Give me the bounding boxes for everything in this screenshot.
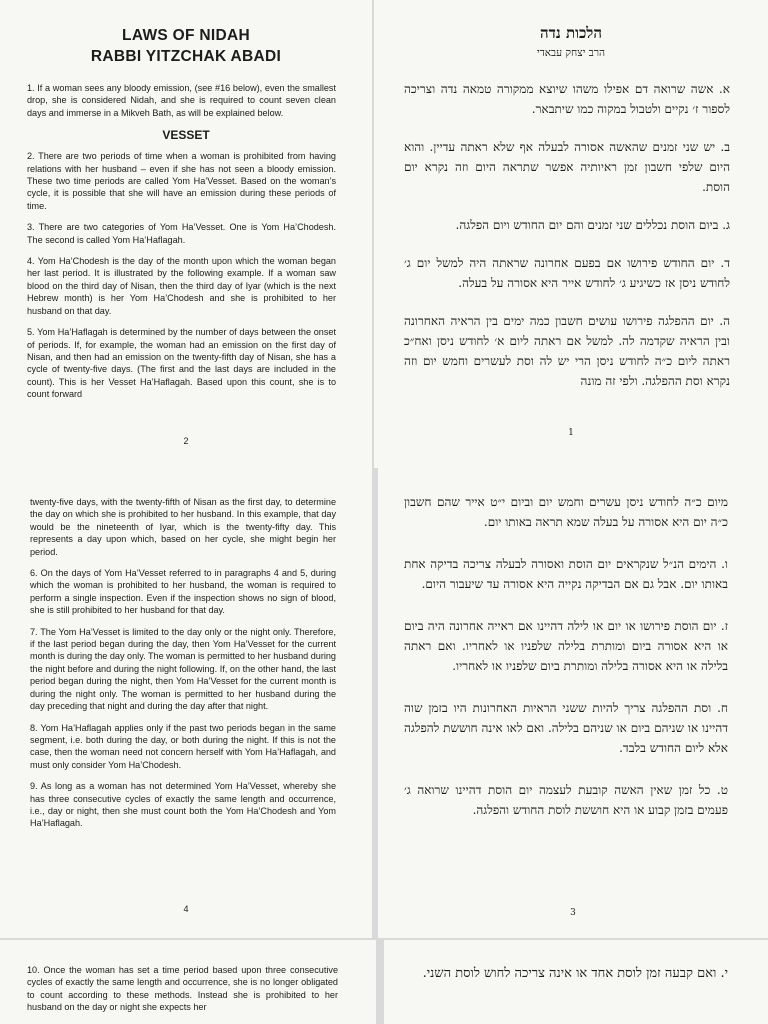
page-number: 2 xyxy=(183,436,189,446)
hebrew-paragraph-t: ט. כל זמן שאין האשה קובעת לעצמה יום הוסת דהיינו שרואה ג׳ פעמים בזמן קבוע או היא חוששת לוסת החודש והפלגה. xyxy=(404,783,728,817)
paragraph-6: 6. On the days of Yom Ha’Vesset referred to in paragraphs 4 and 5, during which the woman is prohibited to her husband, the woman is required to perform a single inspection. Even if the inspection shows no sign of blood, she is still prohibited to her husband for that day. xyxy=(30,568,336,616)
page-hebrew-3 xyxy=(378,468,768,938)
hebrew-paragraph-d: ד. יום החודש פירושו אם בפעם אחרונה שראתה היה למשל יום ג׳ לחודש ניסן אז כשיגיע ג׳ לחודש אייר היא אסורה על בעלה. xyxy=(404,256,730,290)
hebrew-paragraph-b: ב. יש שני זמנים שהאשה אסורה לבעלה אף שלא ראתה עדיין. והוא היום שלפי חשבון זמן ראיותיה אפשר שתראה היום וזה נקרא יום הוסת. xyxy=(404,140,730,194)
page-number: 1 xyxy=(568,428,574,438)
hebrew-paragraph-y: י. ואם קבעה זמן לוסת אחד או אינה צריכה לחוש לוסת השני. xyxy=(422,966,728,981)
hebrew-title: הלכות נדה xyxy=(540,24,602,42)
paragraph-5-continued: twenty-five days, with the twenty-fifth of Nisan as the first day, to determine the day on which she is prohibited to her husband. In this example, that day would be the nineteenth of Iyar, which is the twenty-fifty day. This represents a day upon which, based on her cycle, she might begin her period. xyxy=(30,497,336,557)
english-author: RABBI YITZCHAK ABADI xyxy=(90,48,282,65)
page-hebrew-5 xyxy=(384,940,768,1024)
paragraph-1: 1. If a woman sees any bloody emission, (see #16 below), even the smallest drop, she is considered Nidah, and she is required to count seven clean days and immerse in a Mikveh Bath, as will be explained below. xyxy=(27,83,336,118)
page-hebrew-1 xyxy=(374,0,768,468)
page-number: 4 xyxy=(183,904,189,914)
hebrew-author: הרב יצחק עבאדי xyxy=(536,47,606,59)
english-title: LAWS OF NIDAH xyxy=(122,27,250,44)
page-english-2 xyxy=(0,0,372,468)
paragraph-8: 8. Yom Ha’Haflagah applies only if the past two periods began in the same segment, i.e. both during the day, or both during the night. If this is not the case, then the woman need not concern herself with Yom Ha’Haflagah, and must only consider Yom Ha’Chodesh. xyxy=(30,722,336,770)
section-heading-vesset: VESSET xyxy=(162,128,210,143)
hebrew-paragraph-a: א. אשה שרואה דם אפילו משהו שיוצא ממקורה טמאה נדה וצריכה לספור ז׳ נקיים ולטבול במקוה כמו שיתבאר. xyxy=(404,82,730,116)
paragraph-10: 10. Once the woman has set a time period based upon three consecutive cycles of exactly the same length and occurrence, she is no longer obligated to count according to these methods. Instead she is prohibited to her husband on the day or night she expects her xyxy=(27,965,338,1013)
paragraph-5: 5. Yom Ha’Haflagah is determined by the number of days between the onset of periods. If, for example, the woman had an emission on the first day of Nisan, and then had an emission on the twenty-fifth day of Nisan, she has a cycle of twenty-five days. (The first and the last days are included in the count). This is her Vesset Ha’Haflagah. Based upon this count, she is to count forward xyxy=(27,327,336,400)
paragraph-9: 9. As long as a woman has not determined Yom Ha’Vesset, whereby she has three consecutive cycles of exactly the same length and occurrence, i.e., day or night, then she must count both the Yom Ha’Chodesh and Yom Ha’Haflagah. xyxy=(30,781,336,829)
hebrew-paragraph-z: ז. יום הוסת פירושו או יום או לילה דהיינו אם ראייה אחרונה היה ביום או היא אסורה ביום ומותרת בלילה שלפניו או לאחריו. ואם ראתה בלילה או היא אסורה בלילה ומותרת ביום שלפניו או לאחריו. xyxy=(404,619,728,673)
page-english-6 xyxy=(0,940,376,1024)
page-number: 3 xyxy=(570,908,576,918)
hebrew-paragraph-g: ג. ביום הוסת נכללים שני זמנים והם יום החודש ויום הפלגה. xyxy=(455,218,730,232)
paragraph-7: 7. The Yom Ha’Vesset is limited to the day only or the night only. Therefore, if the last period began during the day, then Yom Ha’Vesset for the current month is during the day only. The woman is permitted to her husband during the night before and during the night following. If, on the other hand, the last period began during the night, then Yom Ha’Vesset for the current month is during the night only. The woman is permitted to her husband during the day preceding that night and during the day after that night. xyxy=(30,626,336,712)
paragraph-3: 3. There are two categories of Yom Ha’Vesset. One is Yom Ha’Chodesh. The second is called Yom Ha’Haflagah. xyxy=(27,222,336,245)
hebrew-paragraph-continued: מיום כ״ה לחודש ניסן עשרים וחמש יום וביום י״ט אייר שהם חשבון כ״ה יום היא אסורה על בעלה שמא תראה באותו יום. xyxy=(404,495,728,529)
hebrew-paragraph-ch: ח. וסת ההפלגה צריך להיות ששני הראיות האחרונות היו בזמן שוה דהיינו או שניהם ביום או שניהם בלילה. ואם לאו אינה חוששת להפלגה אלא ליום החודש בלבד. xyxy=(404,701,728,755)
paragraph-2: 2. There are two periods of time when a woman is prohibited from having relations with her husband – even if she has not seen a bloody emission. These two time periods are called Yom Ha’Vesset. Based on the woman’s cycle, it is possible that she will have an emission during these periods of time. xyxy=(27,151,336,211)
hebrew-paragraph-h: ה. יום ההפלגה פירושו עושים חשבון כמה ימים בין הראיה האחרונה ובין הראיה שקדמה לה. למשל אם ראתה ליום א׳ לחודש ניסן ואח״כ ראתה ליום כ״ה לחודש ניסן הרי יש לה וסת לעשרים וחמש יום וזה נקרא וסת ההפלגה. ולפי זה מונה xyxy=(404,314,730,388)
page-english-4 xyxy=(0,468,372,938)
paragraph-4: 4. Yom Ha’Chodesh is the day of the month upon which the woman began her last period. It is illustrated by the following example. If a woman saw blood on the third day of Nisan, then the third day of Iyar (which is the next Hebrew month) is her Yom Ha’Chodesh and she is prohibited to her husband on that day. xyxy=(27,256,336,316)
hebrew-paragraph-v: ו. הימים הנ״ל שנקראים יום הוסת ואסורה לבעלה צריכה בדיקה אחת באותו יום. אבל גם אם הבדיקה נקייה היא אסורה עד שיעבור היום. xyxy=(404,557,728,591)
